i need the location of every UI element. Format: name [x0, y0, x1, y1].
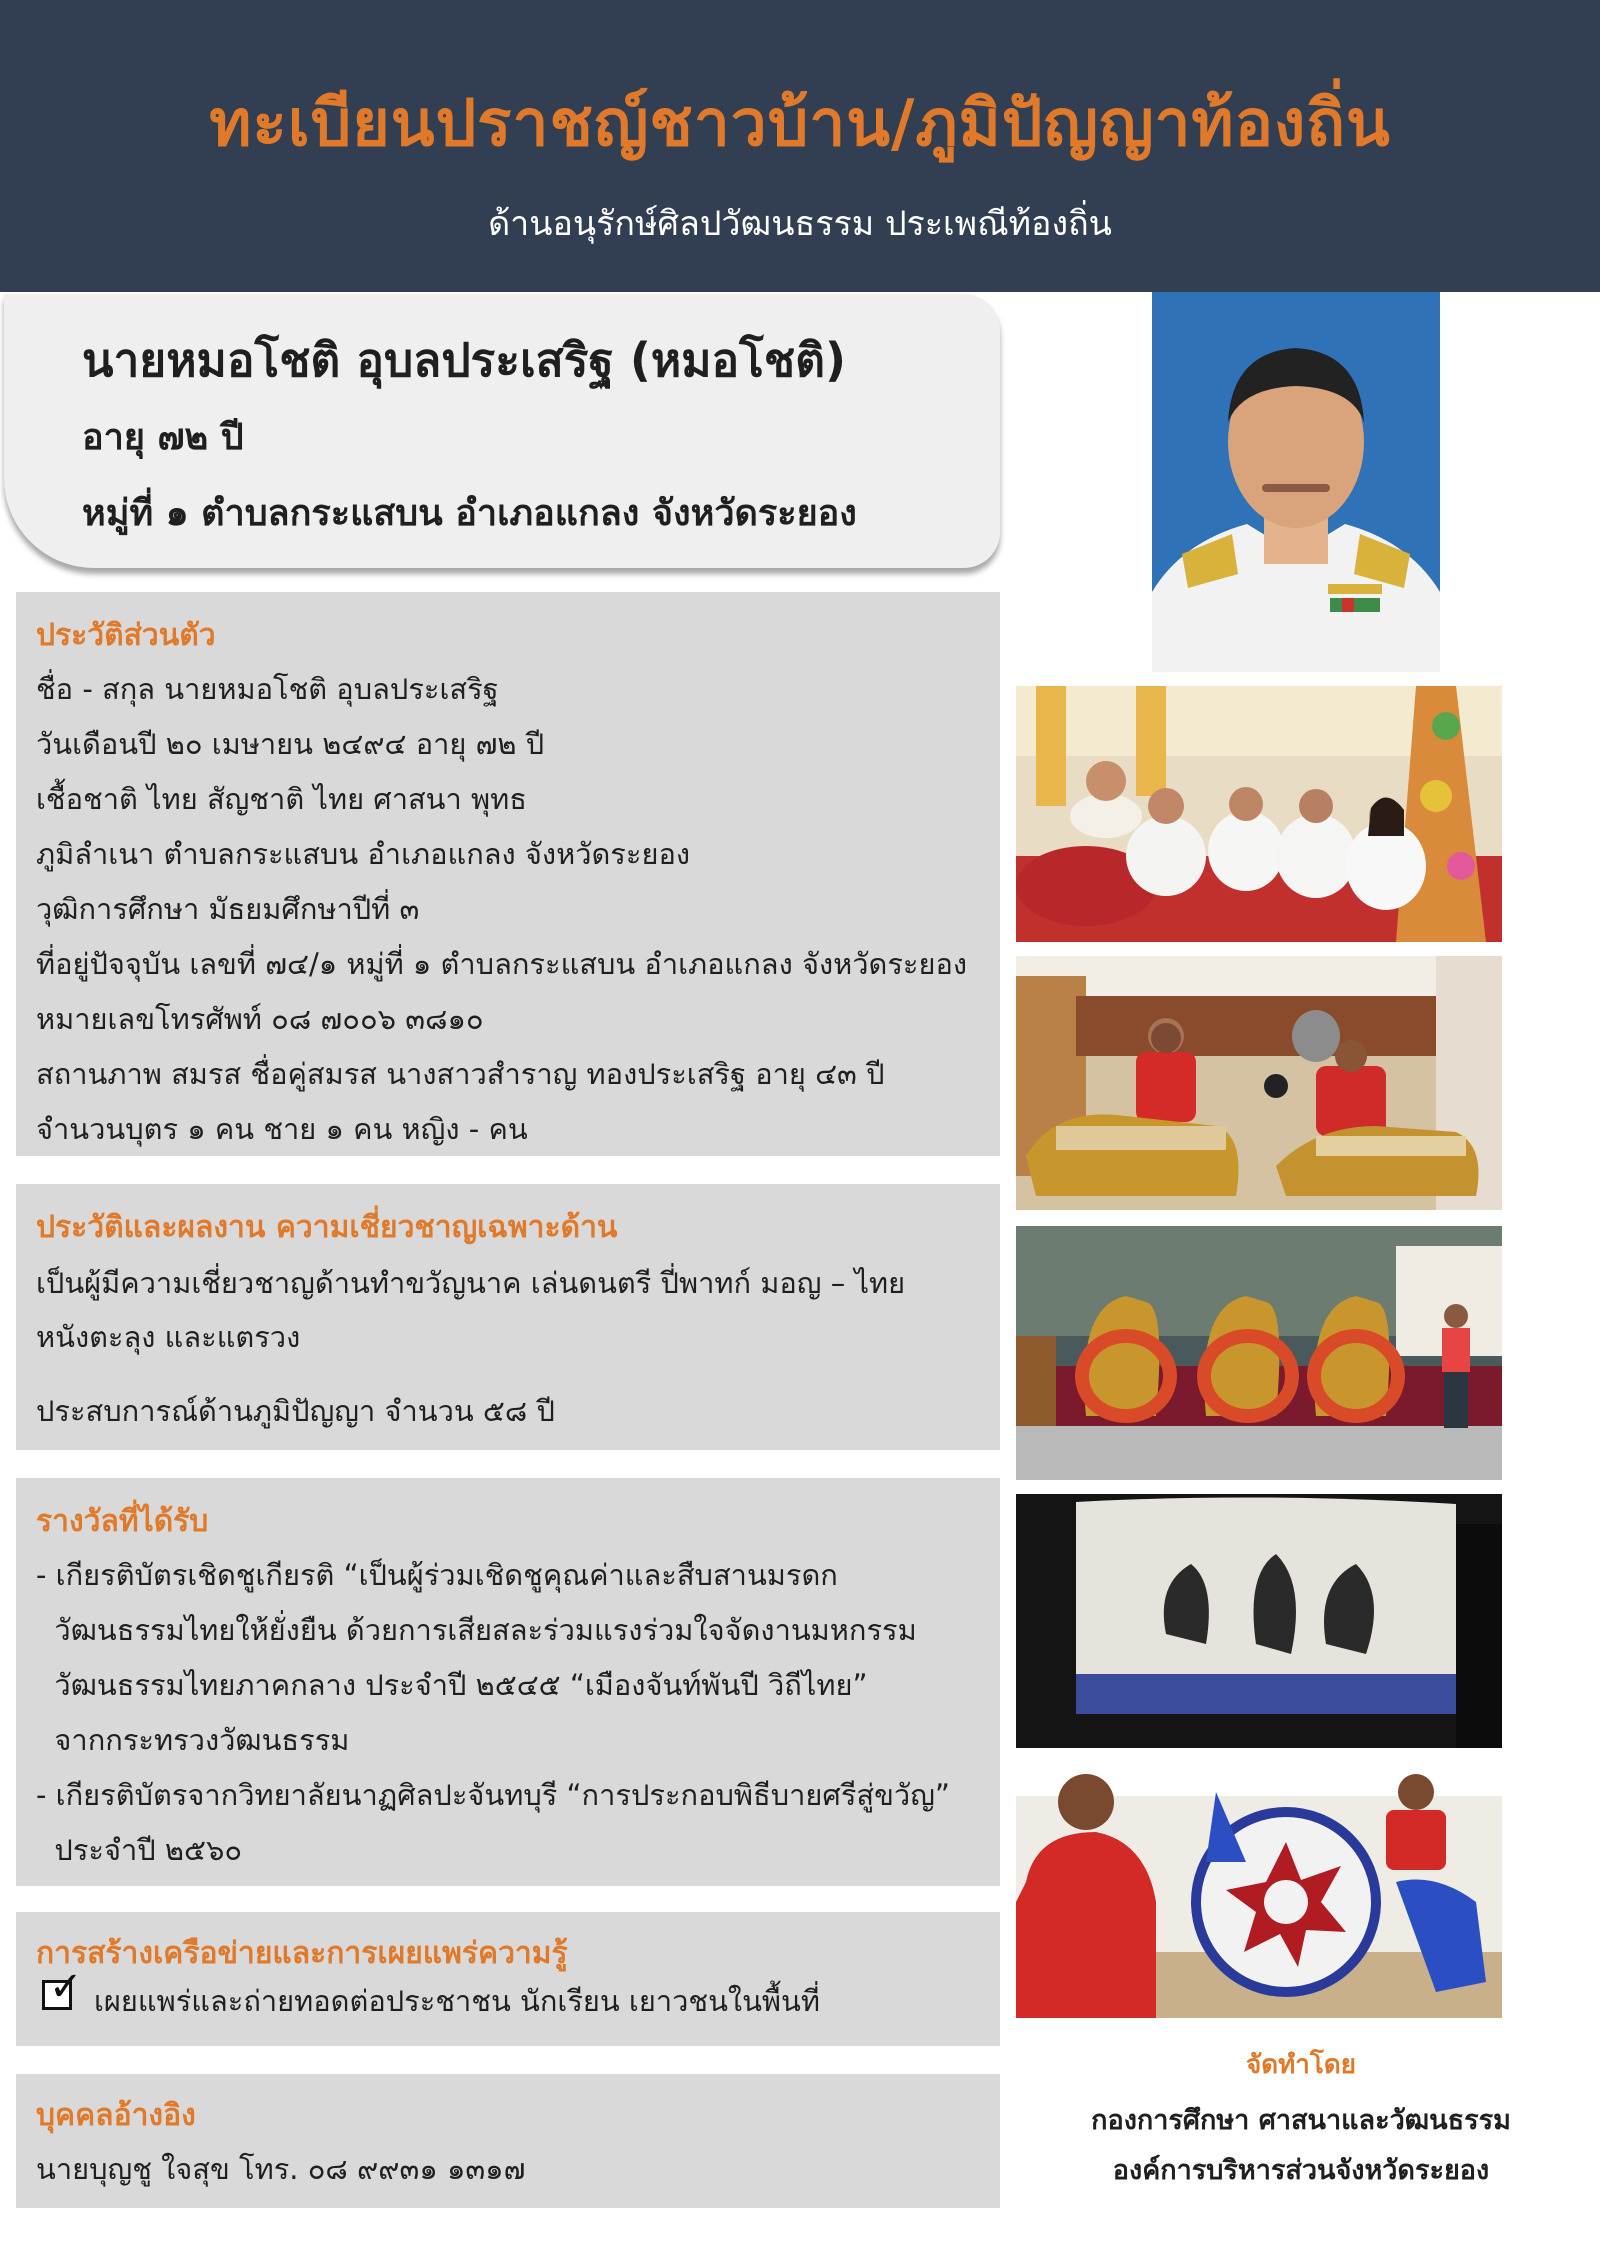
music-ensemble-photo — [1016, 956, 1502, 1210]
award-line: วัฒนธรรมไทยให้ยั่งยืน ด้วยการเสียสละร่วมแรงร่วมใจจัดงานมหกรรม — [36, 1613, 917, 1647]
personal-info-line: เชื้อชาติ ไทย สัญชาติ ไทย ศาสนา พุทธ — [36, 782, 527, 816]
awards-section — [16, 1478, 1000, 1886]
credit-line-2: องค์การบริหารส่วนจังหวัดระยอง — [1112, 2155, 1490, 2186]
personal-info-line: ชื่อ - สกุล นายหมอโชติ อุบลประเสริฐ — [36, 672, 499, 706]
header-banner — [0, 0, 1600, 292]
ceremony-photo — [1016, 686, 1502, 942]
drum-band-photo — [1016, 1762, 1502, 2018]
page-title: ทะเบียนปราชญ์ชาวบ้าน/ภูมิปัญญาท้องถิ่น — [209, 87, 1391, 161]
reference-heading: บุคคลอ้างอิง — [36, 2098, 196, 2133]
network-line: เผยแพร่และถ่ายทอดต่อประชาชน นักเรียน เยาวชนในพื้นที่ — [94, 1984, 820, 2018]
gong-ensemble-photo — [1016, 1226, 1502, 1480]
reference-section — [16, 2074, 1000, 2208]
credit-heading: จัดทำโดย — [1246, 2050, 1356, 2080]
personal-info-line: ที่อยู่ปัจจุบัน เลขที่ ๗๔/๑ หมู่ที่ ๑ ตำบลกระแสบน อำเภอแกลง จังหวัดระยอง — [36, 947, 968, 981]
personal-info-line: หมายเลขโทรศัพท์ ๐๘ ๗๐๐๖ ๓๘๑๐ — [36, 1002, 484, 1036]
expertise-line: หนังตะลุง และแตรวง — [36, 1320, 301, 1354]
reference-line: นายบุญชู ใจสุข โทร. ๐๘ ๙๙๓๑ ๑๓๑๗ — [36, 2152, 526, 2186]
awards-heading: รางวัลที่ได้รับ — [36, 1504, 209, 1539]
portrait-photo — [1152, 292, 1440, 672]
profile-name: นายหมอโชติ อุบลประเสริฐ (หมอโชติ) — [82, 333, 846, 387]
personal-info-line: วันเดือนปี ๒๐ เมษายน ๒๔๙๔ อายุ ๗๒ ปี — [36, 727, 545, 761]
profile-name-card — [4, 294, 1000, 568]
check-icon: ✓ — [49, 1964, 83, 2010]
personal-info-line: ภูมิลำเนา ตำบลกระแสบน อำเภอแกลง จังหวัดระยอง — [36, 837, 691, 871]
award-line: จากกระทรวงวัฒนธรรม — [36, 1723, 350, 1757]
personal-info-section — [16, 592, 1000, 1156]
network-section — [16, 1912, 1000, 2046]
award-line: วัฒนธรรมไทยภาคกลาง ประจำปี ๒๕๔๕ “เมืองจันท์พันปี วิถีไทย” — [36, 1668, 868, 1702]
personal-info-heading: ประวัติส่วนตัว — [36, 618, 216, 653]
award-line: - เกียรติบัตรจากวิทยาลัยนาฏศิลปะจันทบุรี “การประกอบพิธีบายศรีสู่ขวัญ” — [36, 1778, 950, 1812]
profile-address: หมู่ที่ ๑ ตำบลกระแสบน อำเภอแกลง จังหวัดระยอง — [82, 493, 857, 534]
checkbox-checked — [42, 1964, 83, 2010]
award-line: - เกียรติบัตรเชิดชูเกียรติ “เป็นผู้ร่วมเชิดชูคุณค่าและสืบสานมรดก — [36, 1558, 838, 1592]
credit-line-1: กองการศึกษา ศาสนาและวัฒนธรรม — [1091, 2105, 1511, 2136]
personal-info-line: สถานภาพ สมรส ชื่อคู่สมรส นางสาวสำราญ ทองประเสริฐ อายุ ๔๓ ปี — [36, 1057, 885, 1091]
expertise-line: เป็นผู้มีความเชี่ยวชาญด้านทำขวัญนาค เล่นดนตรี ปี่พาทก์ มอญ – ไทย — [36, 1266, 906, 1300]
experience-years: ประสบการณ์ด้านภูมิปัญญา จำนวน ๕๘ ปี — [36, 1394, 555, 1428]
expertise-section — [16, 1184, 1000, 1450]
personal-info-line: จำนวนบุตร ๑ คน ชาย ๑ คน หญิง - คน — [36, 1112, 528, 1146]
profile-age: อายุ ๗๒ ปี — [82, 417, 244, 458]
personal-info-line: วุฒิการศึกษา มัธยมศึกษาปีที่ ๓ — [36, 892, 420, 926]
shadow-puppet-photo — [1016, 1494, 1502, 1748]
page-subtitle: ด้านอนุรักษ์ศิลปวัฒนธรรม ประเพณีท้องถิ่น — [488, 204, 1112, 244]
award-line: ประจำปี ๒๕๖๐ — [36, 1833, 243, 1867]
network-heading: การสร้างเครือข่ายและการเผยแพร่ความรู้ — [36, 1936, 568, 1971]
expertise-heading: ประวัติและผลงาน ความเชี่ยวชาญเฉพาะด้าน — [36, 1210, 618, 1245]
